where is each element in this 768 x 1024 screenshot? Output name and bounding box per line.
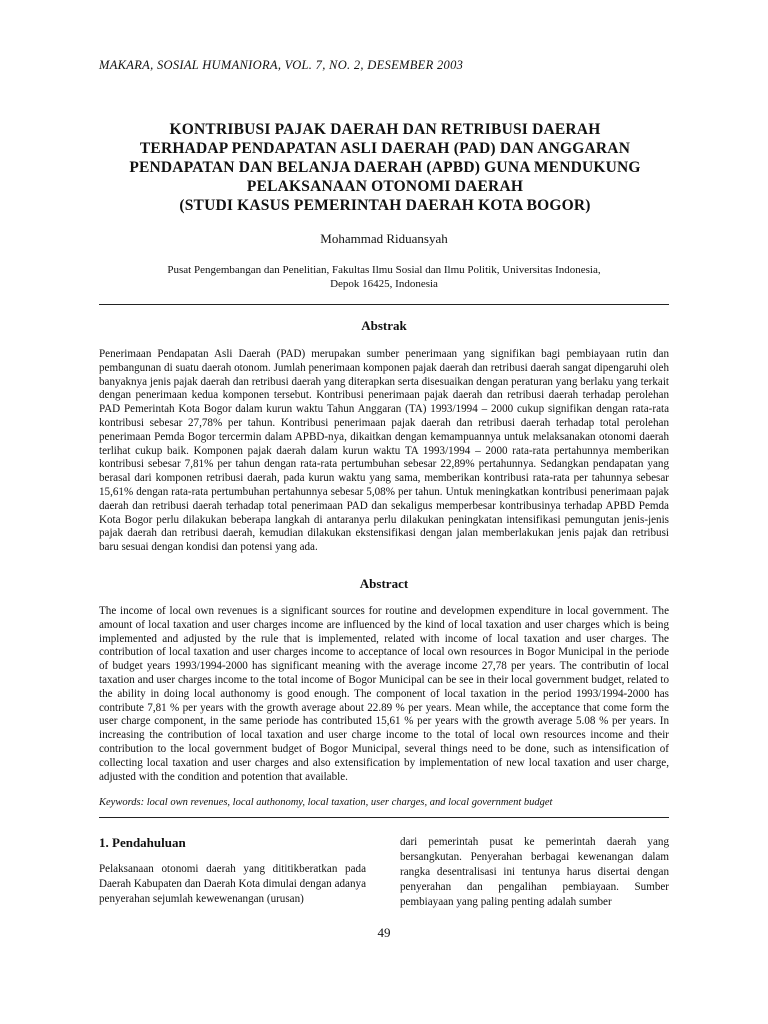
running-head: MAKARA, SOSIAL HUMANIORA, VOL. 7, NO. 2, DESEMBER 2003	[99, 58, 464, 72]
abstract-text: The income of local own revenues is a significant sources for routine and developmen expenditure in local government. The amount of local taxation and user charges income are influenced by the kind of local taxation and user charges which is being implemented and adjusted by the rule that is implemented, related with income of local taxation and user charges. The contribution of local taxation and user charges income to acceptance of local own resources in Bogor Municipal in the periode of budget years 1993/1994-2000 has significant meaning with the average income 27,78 per years. The contributin of local taxation and user charges income to the total income of Bogor Municipal can be see in their local government budget, related to the ability in doing local authonomy is good enough. The component of local taxation in the period 1993/1994-2000 has contribute 7,81 % per years with the growth average about 22.89 % per years. Mean while, the acceptance that come form the user charge component, in the same periode has contributed 15,61 % per years with the growth average 5.08 % per years. In increasing the contribution of local taxation and user charge income to the total of local own resources income and their contribution to the local government budget of Bogor Municipal, several things need to be done, such as intensification of collecting local taxation and user charges and also extensification by implementation of new local taxation and user charge, adjusted with the condition and potention that available.	[99, 605, 669, 783]
title-line: (STUDI KASUS PEMERINTAH DAERAH KOTA BOGOR)	[179, 197, 591, 214]
introduction-left-column: Pelaksanaan otonomi daerah yang dititikberatkan pada Daerah Kabupaten dan Daerah Kota dimulai dengan adanya penyerahan sejumlah kewewenangan (urusan)	[99, 863, 366, 905]
title-line: TERHADAP PENDAPATAN ASLI DAERAH (PAD) DAN ANGGARAN	[139, 140, 631, 157]
bottom-divider	[99, 817, 669, 818]
author-name: Mohammad Riduansyah	[320, 231, 448, 246]
author-affiliation	[120, 263, 648, 291]
title-line: PELAKSANAAN OTONOMI DAERAH	[246, 178, 524, 195]
keywords: Keywords: local own revenues, local authonomy, local taxation, user charges, and local government budget	[99, 797, 553, 808]
abstract-heading: Abstract	[359, 576, 409, 591]
title-line: KONTRIBUSI PAJAK DAERAH DAN RETRIBUSI DAERAH	[169, 121, 601, 138]
affiliation-line: Depok 16425, Indonesia	[330, 278, 438, 290]
abstrak-text: Penerimaan Pendapatan Asli Daerah (PAD) merupakan sumber penerimaan yang signifikan bagi pembiayaan rutin dan pembangunan di suatu daerah otonom. Jumlah penerimaan komponen pajak daerah dan retribusi daerah sangat dipengaruhi oleh banyaknya jenis pajak daerah dan retribusi daerah yang diterapkan serta disesuaikan dengan peraturan yang berlaku yang terkait dengan penerimaan kedua komponen tersebut. Kontribusi penerimaan pajak daerah dan retribusi daerah terhadap perolehan PAD Pemerintah Kota Bogor dalam kurun waktu Tahun Anggaran (TA) 1993/1994 – 2000 cukup signifikan dengan rata-rata kontribusi sebesar 27,78% per tahun. Kontribusi penerimaan pajak daerah dan retribusi daerah terhadap total perolehan penerimaan Pemda Bogor tercermin dalam APBD-nya, dikaitkan dengan kemampuannya untuk melaksanakan otonomi daerah terlihat cukup baik. Komponen pajak daerah dalam kurun waktu TA 1993/1994 – 2000 rata-rata pertahunnya memberikan kontribusi sebesar 7,81% per tahun dengan rata-rata pertumbuhan sebesar 22,89% pertahunnya. Sedangkan pendapatan yang berasal dari komponen retribusi daerah, pada kurun waktu yang sama, memberikan kontribusi rata-rata per tahunnya sebesar 15,61% dengan rata-rata pertumbuhan pertahunnya sebesar 5,08% per tahun. Untuk meningkatkan kontribusi penerimaan pajak daerah dan retribusi daerah terhadap total penerimaan PAD dan sekaligus memperbesar kontribusinya terhadap APBD Pemda Kota Bogor perlu dilakukan beberapa langkah di antaranya perlu dilakukan peningkatan intensifikasi pemungutan jenis-jenis pajak daerah dan retribusi daerah, kemudian dilakukan ekstensifikasi dengan jalan memberlakukan jenis pajak dan retribusi baru sesuai dengan kondisi dan potensi yang ada.	[99, 348, 669, 554]
affiliation-line: Pusat Pengembangan dan Penelitian, Fakultas Ilmu Sosial dan Ilmu Politik, Universitas Indonesia,	[167, 264, 601, 276]
top-divider	[99, 304, 669, 305]
abstrak-heading: Abstrak	[361, 318, 407, 333]
introduction-right-column: dari pemerintah pusat ke pemerintah daerah yang bersangkutan. Penyerahan berbagai kewenangan dalam rangka desentralisasi ini tentunya harus disertai dengan penyerahan dan pengalihan pembiayaan. Sumber pembiayaan yang paling penting adalah sumber	[400, 836, 669, 908]
title-line: PENDAPATAN DAN BELANJA DAERAH (APBD) GUNA MENDUKUNG	[129, 159, 641, 176]
introduction-heading: 1. Pendahuluan	[99, 835, 186, 850]
article-title	[90, 120, 680, 215]
page-number: 49	[377, 925, 391, 940]
